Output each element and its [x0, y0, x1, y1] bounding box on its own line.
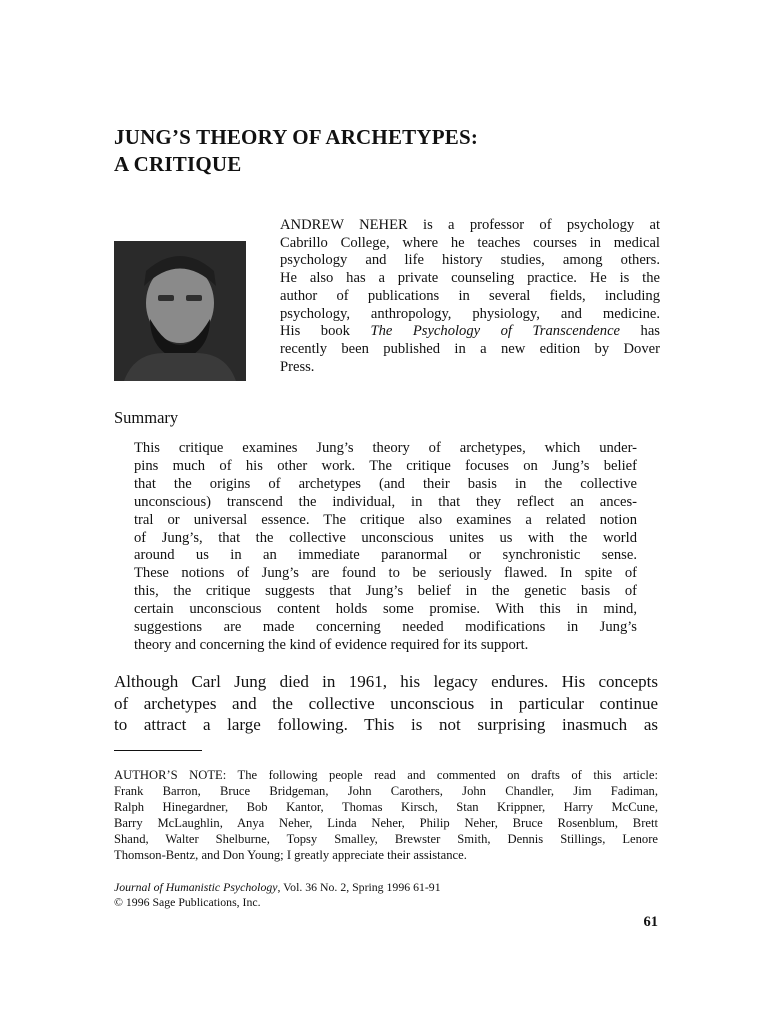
- note-line: Thomson-Bentz, and Don Young; I greatly appreciate their assistance.: [114, 847, 467, 862]
- bio-line-start: His book: [280, 323, 350, 340]
- bio-line: author of publications in several fields, including: [280, 287, 660, 304]
- summary-heading: Summary: [114, 408, 179, 427]
- authors-note: [114, 768, 658, 863]
- article-title: [114, 124, 674, 178]
- note-line: Ralph Hinegardner, Bob Kantor, Thomas Kirsch, Stan Krippner, Harry McCune,: [114, 799, 658, 814]
- summary-abstract: [134, 440, 637, 655]
- body-line: Although Carl Jung died in 1961, his legacy endures. His concepts: [114, 672, 658, 691]
- title-line: A CRITIQUE: [114, 152, 242, 176]
- journal-line: [114, 880, 658, 895]
- title-line: JUNG’S THEORY OF ARCHETYPES:: [114, 125, 479, 149]
- bio-line: psychology and life history studies, among others.: [280, 252, 660, 269]
- summary-line: This critique examines Jung’s theory of archetypes, which under-: [134, 440, 637, 456]
- summary-line: this, the critique suggests that Jung’s belief in the genetic basis of: [134, 583, 637, 600]
- author-portrait-graphic: [114, 241, 246, 381]
- summary-line: around us in an immediate paranormal or synchronistic sense.: [134, 547, 637, 564]
- summary-line: theory and concerning the kind of evidence required for its support.: [134, 636, 529, 653]
- summary-line: certain unconscious content holds some promise. With this in mind,: [134, 601, 637, 618]
- summary-line: that the origins of archetypes (and their basis in the collective: [134, 475, 637, 492]
- bio-line: ANDREW NEHER is a professor of psychology at: [280, 217, 660, 233]
- bio-line: psychology, anthropology, physiology, and medicine.: [280, 305, 660, 322]
- bio-line: recently been published in a new edition by Dover: [280, 340, 660, 357]
- summary-line: tral or universal essence. The critique also examines a related notion: [134, 511, 637, 528]
- bio-line: He also has a private counseling practice. He is the: [280, 270, 660, 287]
- footnote-divider: [114, 750, 202, 751]
- note-line-text: The following people read and commented on drafts of this article:: [237, 768, 658, 782]
- summary-line: suggestions are made concerning needed modifications in Jung’s: [134, 619, 637, 636]
- note-line: [114, 768, 658, 784]
- note-line: Barry McLaughlin, Anya Neher, Linda Neher, Philip Neher, Bruce Rosenblum, Brett: [114, 815, 658, 830]
- summary-line: of Jung’s, that the collective unconscious unites us with the world: [134, 529, 637, 546]
- summary-line: These notions of Jung’s are found to be seriously flawed. In spite of: [134, 565, 637, 582]
- summary-line: unconscious) transcend the individual, in that they reflect an ances-: [134, 493, 637, 510]
- summary-line: pins much of his other work. The critique focuses on Jung’s belief: [134, 457, 637, 474]
- journal-name: Journal of Humanistic Psychology: [114, 880, 278, 894]
- note-line: Shand, Walter Shelburne, Topsy Smalley, Brewster Smith, Dennis Stillings, Lenore: [114, 831, 658, 846]
- page-number: 61: [643, 914, 658, 930]
- journal-citation: [114, 880, 658, 910]
- body-paragraph: [114, 671, 658, 736]
- note-lead: AUTHOR’S NOTE:: [114, 768, 227, 782]
- body-line: to attract a large following. This is not surprising inasmuch as: [114, 715, 658, 734]
- book-title: The Psychology of Transcendence: [370, 323, 621, 340]
- note-line: Frank Barron, Bruce Bridgeman, John Carothers, John Chandler, Jim Fadiman,: [114, 783, 658, 798]
- author-bio: [280, 217, 660, 376]
- bio-line-end: has: [640, 323, 660, 340]
- copyright-line: © 1996 Sage Publications, Inc.: [114, 895, 261, 909]
- bio-line-with-book: [280, 323, 660, 341]
- bio-line: Cabrillo College, where he teaches courses in medical: [280, 234, 660, 251]
- body-line: of archetypes and the collective unconscious in particular continue: [114, 693, 658, 713]
- author-photo: [114, 241, 246, 381]
- bio-line: Press.: [280, 358, 315, 375]
- journal-details: , Vol. 36 No. 2, Spring 1996 61-91: [277, 880, 441, 894]
